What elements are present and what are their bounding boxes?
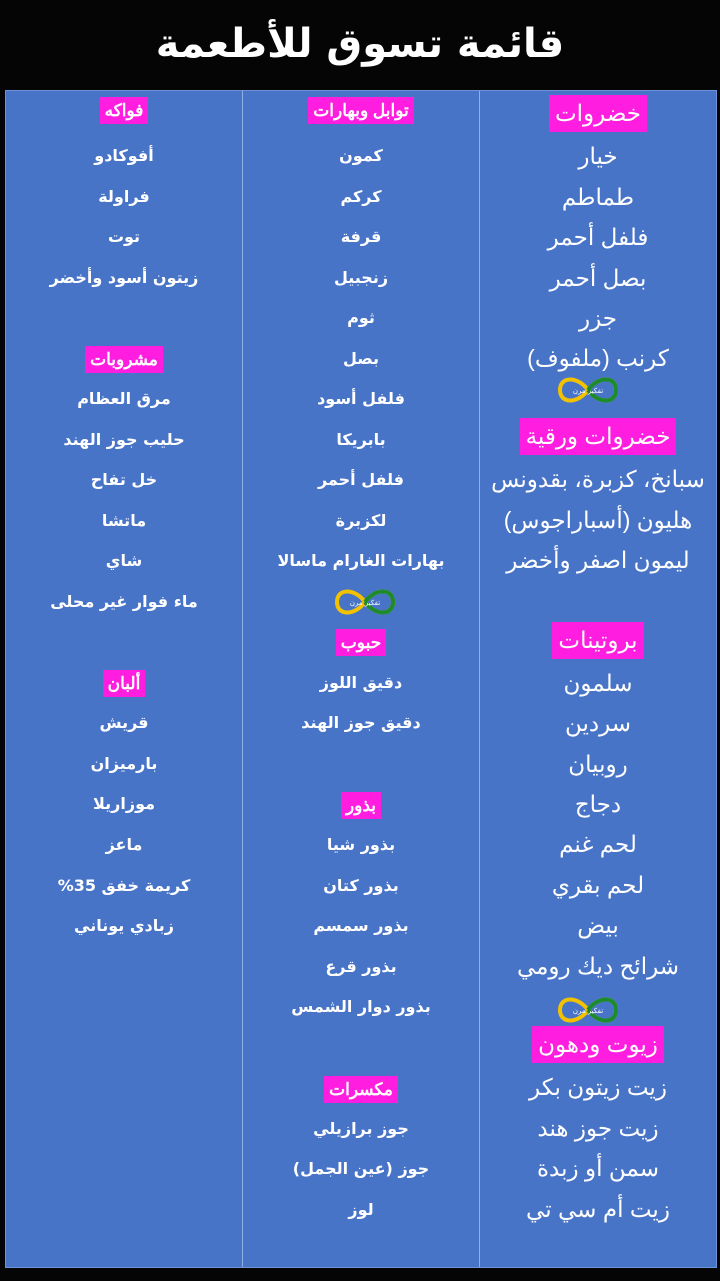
svg-text:تفكير مرن: تفكير مرن <box>349 599 381 607</box>
list-item: بذور كتان <box>323 876 399 895</box>
list-item: طماطم <box>561 184 635 210</box>
category-header-proteins: بروتينات <box>480 622 716 659</box>
column-vegetables-proteins <box>480 91 716 1267</box>
list-item: فلفل أسود <box>317 389 405 408</box>
category-header-nuts: مكسرات <box>243 1076 479 1103</box>
category-header-seeds: بذور <box>243 792 479 819</box>
list-item: لحم بقري <box>551 872 645 898</box>
list-item: لوز <box>348 1200 374 1219</box>
list-item: زيت زيتون بكر <box>529 1074 667 1100</box>
list-item: قرفة <box>340 227 382 246</box>
list-item: كرنب (ملفوف) <box>527 345 669 371</box>
category-header-leafy: خضروات ورقية <box>480 418 716 455</box>
list-item: كركم <box>340 187 382 206</box>
list-item: سبانخ، كزبرة، بقدونس <box>491 466 705 492</box>
list-item: شاي <box>105 551 143 570</box>
list-item: بصل <box>342 349 380 368</box>
list-item: دقيق جوز الهند <box>301 713 421 732</box>
list-item: لحم غنم <box>559 831 637 857</box>
page-title: قائمة تسوق للأطعمة <box>155 21 565 67</box>
category-header-drinks: مشروبات <box>6 346 242 373</box>
list-item: زيتون أسود وأخضر <box>49 268 199 287</box>
list-item: زبادي يوناني <box>74 916 174 935</box>
list-item: ماء فوار غير محلى <box>50 592 198 611</box>
list-item: روبيان <box>568 751 628 777</box>
svg-text:تفكير مرن: تفكير مرن <box>572 1007 604 1015</box>
svg-text:تفكير مرن: تفكير مرن <box>572 387 604 395</box>
list-item: بهارات الغارام ماسالا <box>277 551 445 570</box>
list-item: بذور دوار الشمس <box>291 997 431 1016</box>
list-item: أفوكادو <box>94 146 154 165</box>
list-item: ليمون اصفر وأخضر <box>506 547 690 573</box>
list-item: فراولة <box>98 187 150 206</box>
list-item: كمون <box>339 146 383 165</box>
list-item: مرق العظام <box>77 389 171 408</box>
list-item: لكزبرة <box>335 511 387 530</box>
list-item: هليون (أسباراجوس) <box>503 507 693 533</box>
list-item: بيض <box>577 912 619 938</box>
list-item: بذور سمسم <box>313 916 409 935</box>
column-fruits-dairy <box>6 91 242 1267</box>
brand-logo-icon <box>333 585 397 619</box>
category-header-spices: توابل وبهارات <box>243 97 479 124</box>
list-item: جوز برازيلي <box>313 1119 409 1138</box>
list-item: ثوم <box>347 308 375 327</box>
brand-logo-icon <box>556 993 620 1027</box>
list-item: فلفل أحمر <box>547 224 649 250</box>
list-item: دقيق اللوز <box>319 673 403 692</box>
category-header-grains: حبوب <box>243 629 479 656</box>
shopping-table <box>5 90 717 1268</box>
list-item: سردين <box>564 710 632 736</box>
list-item: حليب جوز الهند <box>63 430 185 449</box>
list-item: قريش <box>99 713 149 732</box>
list-item: كريمة خفق 35% <box>57 876 191 895</box>
list-item: توت <box>107 227 141 246</box>
list-item: موزاريلا <box>93 794 155 813</box>
list-item: جزر <box>578 305 617 331</box>
brand-logo-icon <box>556 373 620 407</box>
list-item: زنجبيل <box>333 268 389 287</box>
list-item: بذور شيا <box>326 835 396 854</box>
list-item: دجاج <box>574 791 622 817</box>
category-header-vegetables: خضروات <box>480 95 716 132</box>
list-item: خل تفاح <box>90 470 158 489</box>
column-spices-seeds <box>243 91 479 1267</box>
list-item: بصل أحمر <box>549 265 647 291</box>
category-header-dairy: ألبان <box>6 670 242 697</box>
list-item: ماتشا <box>101 511 147 530</box>
list-item: زيت أم سي تي <box>526 1196 670 1222</box>
list-item: بذور قرع <box>325 957 397 976</box>
list-item: بابريكا <box>336 430 386 449</box>
category-header-fruits: فواكه <box>6 97 242 124</box>
list-item: فلفل أحمر <box>317 470 405 489</box>
list-item: جوز (عين الجمل) <box>292 1159 430 1178</box>
list-item: بارميزان <box>90 754 158 773</box>
list-item: ماعز <box>105 835 143 854</box>
list-item: سلمون <box>563 670 633 696</box>
list-item: خيار <box>578 143 618 169</box>
list-item: زيت جوز هند <box>537 1115 659 1141</box>
list-item: سمن أو زبدة <box>537 1155 659 1181</box>
category-header-oils: زيوت ودهون <box>480 1026 716 1063</box>
list-item: شرائح ديك رومي <box>516 953 680 979</box>
